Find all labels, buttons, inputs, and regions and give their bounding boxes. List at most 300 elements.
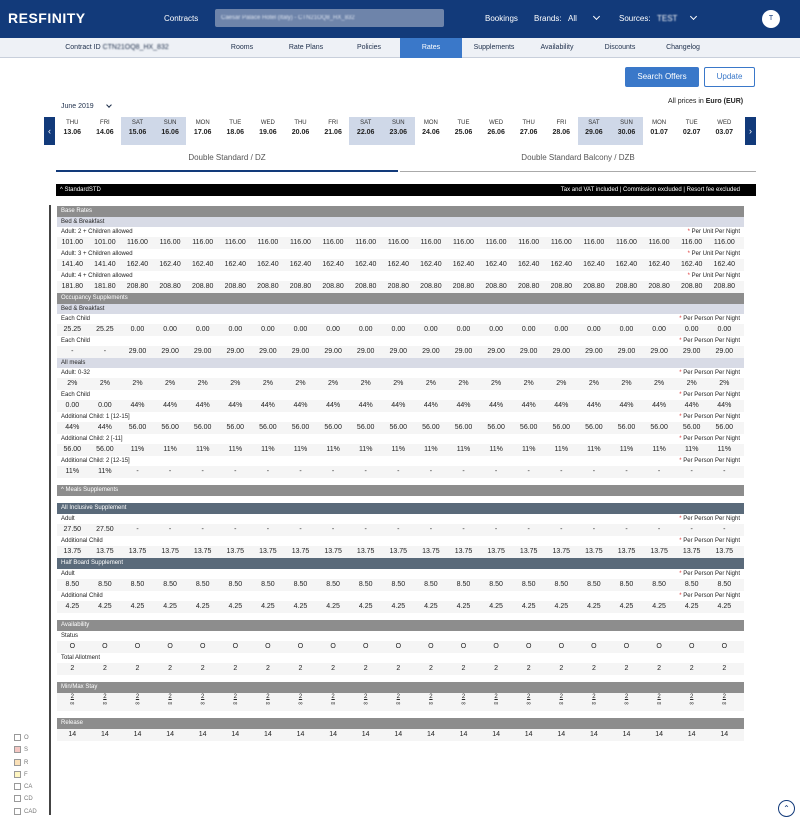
value-cell[interactable]: 14	[296, 731, 305, 738]
value-cell[interactable]: -	[429, 526, 433, 533]
value-cell[interactable]: 208.80	[322, 283, 344, 290]
value-cell[interactable]: O	[330, 643, 336, 650]
value-cell[interactable]: 29.00	[389, 348, 408, 355]
value-cell[interactable]: 2	[135, 665, 140, 672]
value-cell[interactable]: 0.00	[717, 326, 732, 333]
value-cell[interactable]: 14	[231, 731, 240, 738]
value-cell[interactable]: O	[102, 643, 108, 650]
value-cell[interactable]: 14	[329, 731, 337, 738]
value-cell[interactable]: 56.00	[356, 424, 375, 431]
value-cell[interactable]: 44%	[391, 402, 406, 409]
value-cell[interactable]: -	[592, 468, 596, 475]
value-cell[interactable]: 8.50	[65, 581, 80, 588]
value-cell[interactable]: 14	[166, 731, 174, 738]
value-cell[interactable]: 29.00	[650, 348, 668, 355]
value-cell[interactable]: 44%	[97, 424, 112, 431]
month-chevron-down-icon[interactable]	[106, 102, 112, 108]
value-cell[interactable]: 4.25	[130, 603, 145, 610]
value-cell[interactable]: 2%	[719, 380, 730, 387]
min-max-cell[interactable]	[675, 694, 708, 708]
value-cell[interactable]: 11%	[684, 446, 699, 453]
value-cell[interactable]: 2	[233, 665, 238, 672]
value-cell[interactable]: 2	[689, 665, 694, 672]
value-cell[interactable]: 2	[298, 665, 303, 672]
value-cell[interactable]: 13.75	[617, 548, 636, 555]
value-cell[interactable]: 56.00	[617, 424, 636, 431]
value-cell[interactable]: 29.00	[617, 348, 636, 355]
value-cell[interactable]: 29.00	[454, 348, 473, 355]
value-cell[interactable]: 44%	[717, 402, 732, 409]
value-cell[interactable]: 2	[265, 665, 270, 672]
value-cell[interactable]: -	[234, 526, 237, 533]
value-cell[interactable]: 0.00	[684, 326, 699, 333]
avatar[interactable]: T	[762, 10, 780, 28]
rate-plan-header[interactable]	[56, 184, 756, 196]
value-cell[interactable]: -	[625, 526, 628, 533]
value-cell[interactable]: 29.00	[291, 348, 310, 355]
value-cell[interactable]: 162.40	[289, 261, 312, 268]
value-cell[interactable]: 11%	[424, 446, 438, 453]
tab-supplements[interactable]: Supplements	[473, 44, 515, 51]
sources-chevron-down-icon[interactable]	[690, 13, 697, 20]
brands-dropdown[interactable]: All	[568, 14, 577, 23]
value-cell[interactable]: 2	[102, 665, 107, 672]
value-cell[interactable]: 162.40	[322, 261, 344, 268]
value-cell[interactable]: 8.50	[652, 581, 666, 588]
value-cell[interactable]: 13.75	[552, 548, 571, 555]
value-cell[interactable]: 116.00	[192, 239, 214, 246]
value-cell[interactable]: 162.40	[224, 261, 246, 268]
section-header[interactable]: Occupancy Supplements	[57, 293, 744, 304]
value-cell[interactable]: -	[168, 526, 172, 533]
value-cell[interactable]: 44%	[652, 402, 667, 409]
value-cell[interactable]: 2%	[588, 380, 599, 387]
value-cell[interactable]: -	[560, 526, 563, 533]
section-header[interactable]: Half Board Supplement	[57, 558, 744, 569]
value-cell[interactable]: -	[690, 468, 693, 475]
value-cell[interactable]: 208.80	[713, 283, 735, 290]
value-cell[interactable]: -	[690, 526, 693, 533]
value-cell[interactable]: 29.00	[161, 348, 179, 355]
section-header[interactable]: Base Rates	[57, 206, 744, 217]
value-cell[interactable]: 2	[200, 665, 205, 672]
value-cell[interactable]: 162.40	[648, 261, 670, 268]
value-cell[interactable]: -	[657, 468, 661, 475]
value-cell[interactable]: 44%	[293, 402, 308, 409]
value-cell[interactable]: -	[429, 468, 433, 475]
value-cell[interactable]: 44%	[260, 402, 275, 409]
value-cell[interactable]: 11%	[717, 446, 732, 453]
min-max-cell[interactable]	[186, 694, 219, 708]
nav-bookings[interactable]: Bookings	[485, 14, 518, 23]
value-cell[interactable]: 14	[100, 731, 109, 738]
value-cell[interactable]: -	[723, 468, 726, 475]
value-cell[interactable]: 2%	[458, 380, 469, 387]
value-cell[interactable]: 162.40	[452, 261, 475, 268]
value-cell[interactable]: 56.00	[324, 424, 342, 431]
value-cell[interactable]: 11%	[521, 446, 536, 453]
value-cell[interactable]: 116.00	[485, 239, 507, 246]
value-cell[interactable]: 11%	[130, 446, 145, 453]
value-cell[interactable]: 162.40	[615, 261, 638, 268]
value-cell[interactable]: O	[525, 643, 532, 650]
value-cell[interactable]: 208.80	[387, 283, 409, 290]
value-cell[interactable]: 29.00	[519, 348, 538, 355]
value-cell[interactable]: 4.25	[587, 603, 601, 610]
tab-rate-plans[interactable]: Rate Plans	[288, 44, 324, 51]
value-cell[interactable]: 14	[492, 731, 500, 738]
value-cell[interactable]: 162.40	[550, 261, 572, 268]
value-cell[interactable]: 14	[622, 731, 631, 738]
value-cell[interactable]: 208.80	[452, 283, 475, 290]
value-cell[interactable]: 44%	[554, 402, 569, 409]
value-cell[interactable]: 4.25	[195, 603, 210, 610]
value-cell[interactable]: 4.25	[619, 603, 634, 610]
value-cell[interactable]: 13.75	[96, 548, 114, 555]
value-cell[interactable]: 2	[591, 665, 596, 672]
value-cell[interactable]: 116.00	[355, 239, 377, 246]
value-cell[interactable]: 29.00	[552, 348, 571, 355]
value-cell[interactable]: 116.00	[420, 239, 442, 246]
value-cell[interactable]: 2%	[523, 380, 534, 387]
value-cell[interactable]: 14	[687, 731, 696, 738]
value-cell[interactable]: 8.50	[195, 581, 210, 588]
value-cell[interactable]: -	[723, 526, 726, 533]
value-cell[interactable]: 11%	[619, 446, 634, 453]
value-cell[interactable]: 14	[589, 731, 598, 738]
value-cell[interactable]: 2%	[295, 380, 306, 387]
value-cell[interactable]: 0.00	[521, 326, 536, 333]
value-cell[interactable]: 0.00	[652, 326, 666, 333]
value-cell[interactable]: 8.50	[521, 581, 536, 588]
value-cell[interactable]: 162.40	[191, 261, 214, 268]
value-cell[interactable]: 2%	[621, 380, 632, 387]
value-cell[interactable]: 2%	[328, 380, 339, 387]
value-cell[interactable]: -	[527, 468, 530, 475]
value-cell[interactable]: -	[527, 526, 530, 533]
value-cell[interactable]: 56.00	[454, 424, 473, 431]
value-cell[interactable]: 44%	[326, 402, 341, 409]
min-max-cell[interactable]	[512, 694, 545, 708]
value-cell[interactable]: -	[201, 526, 204, 533]
value-cell[interactable]: 2	[396, 665, 401, 672]
value-cell[interactable]: 0.00	[130, 326, 145, 333]
min-max-cell[interactable]	[610, 694, 643, 708]
tab-rooms[interactable]: Rooms	[230, 44, 254, 51]
min-max-cell[interactable]	[382, 694, 415, 708]
value-cell[interactable]: 56.00	[585, 424, 603, 431]
min-max-cell[interactable]	[480, 694, 513, 708]
value-cell[interactable]: 44%	[586, 402, 601, 409]
value-cell[interactable]: 11%	[652, 446, 666, 453]
next-dates-arrow-icon[interactable]: ›	[745, 117, 756, 145]
value-cell[interactable]: 11%	[228, 446, 243, 453]
value-cell[interactable]: 13.75	[487, 548, 505, 555]
value-cell[interactable]: 44%	[684, 402, 699, 409]
value-cell[interactable]: 162.40	[583, 261, 605, 268]
value-cell[interactable]: O	[591, 643, 597, 650]
value-cell[interactable]: 0.00	[489, 326, 503, 333]
value-cell[interactable]: 162.40	[159, 261, 181, 268]
value-cell[interactable]: O	[199, 643, 206, 650]
value-cell[interactable]: 208.80	[191, 283, 214, 290]
value-cell[interactable]: -	[592, 526, 596, 533]
value-cell[interactable]: 14	[394, 731, 403, 738]
value-cell[interactable]: 2	[722, 665, 727, 672]
logo[interactable]: RESFINITY	[8, 10, 86, 26]
value-cell[interactable]: 44%	[423, 402, 438, 409]
min-max-cell[interactable]	[643, 694, 676, 708]
value-cell[interactable]: O	[493, 643, 499, 650]
date-cell[interactable]	[578, 117, 611, 145]
value-cell[interactable]: 2	[331, 665, 336, 672]
min-max-cell[interactable]	[349, 694, 382, 708]
value-cell[interactable]: 4.25	[65, 603, 80, 610]
value-cell[interactable]: 208.80	[354, 283, 377, 290]
min-max-cell[interactable]	[252, 694, 285, 708]
value-cell[interactable]: 11%	[489, 446, 503, 453]
value-cell[interactable]: 4.25	[652, 603, 666, 610]
tab-policies[interactable]: Policies	[356, 44, 382, 51]
value-cell[interactable]: 0.00	[391, 326, 406, 333]
date-cell[interactable]	[675, 117, 708, 145]
value-cell[interactable]: O	[265, 643, 271, 650]
value-cell[interactable]: 8.50	[228, 581, 243, 588]
value-cell[interactable]: 2%	[132, 380, 143, 387]
value-cell[interactable]: 0.00	[98, 402, 112, 409]
room-tab-dzb[interactable]: Double Standard Balcony / DZB	[400, 152, 756, 172]
value-cell[interactable]: O	[623, 643, 630, 650]
value-cell[interactable]: 29.00	[356, 348, 375, 355]
value-cell[interactable]: 208.80	[583, 283, 605, 290]
hotel-selector[interactable]	[215, 9, 444, 27]
value-cell[interactable]: 0.00	[587, 326, 601, 333]
date-cell[interactable]	[382, 117, 415, 145]
value-cell[interactable]: 208.80	[517, 283, 540, 290]
value-cell[interactable]: O	[167, 643, 173, 650]
value-cell[interactable]: 141.40	[94, 261, 116, 268]
value-cell[interactable]: -	[299, 468, 302, 475]
value-cell[interactable]: 44%	[228, 402, 243, 409]
search-offers-button[interactable]: Search Offers	[625, 67, 699, 87]
min-max-cell[interactable]	[317, 694, 350, 708]
value-cell[interactable]: 29.00	[487, 348, 505, 355]
value-cell[interactable]: -	[201, 468, 204, 475]
value-cell[interactable]: 0.00	[293, 326, 308, 333]
value-cell[interactable]: 4.25	[554, 603, 569, 610]
value-cell[interactable]: 116.00	[322, 239, 344, 246]
value-cell[interactable]: 116.00	[290, 239, 311, 246]
date-cell[interactable]	[121, 117, 154, 145]
value-cell[interactable]: -	[234, 468, 237, 475]
min-max-cell[interactable]	[121, 694, 154, 708]
value-cell[interactable]: 13.75	[650, 548, 668, 555]
value-cell[interactable]: 27.50	[63, 526, 82, 533]
value-cell[interactable]: 14	[426, 731, 435, 738]
nav-contracts[interactable]: Contracts	[164, 14, 199, 23]
value-cell[interactable]: 29.00	[682, 348, 701, 355]
value-cell[interactable]: 4.25	[717, 603, 732, 610]
value-cell[interactable]: 56.00	[650, 424, 668, 431]
value-cell[interactable]: 44%	[358, 402, 373, 409]
value-cell[interactable]: 44%	[456, 402, 471, 409]
min-max-cell[interactable]	[89, 694, 122, 708]
value-cell[interactable]: 4.25	[98, 603, 112, 610]
value-cell[interactable]: 8.50	[619, 581, 634, 588]
value-cell[interactable]: 13.75	[519, 548, 538, 555]
value-cell[interactable]: 4.25	[261, 603, 275, 610]
value-cell[interactable]: -	[397, 526, 400, 533]
value-cell[interactable]: 2	[526, 665, 531, 672]
value-cell[interactable]: 2	[168, 665, 173, 672]
value-cell[interactable]: 56.00	[552, 424, 571, 431]
value-cell[interactable]: 13.75	[389, 548, 408, 555]
value-cell[interactable]: 13.75	[226, 548, 245, 555]
value-cell[interactable]: 2	[657, 665, 662, 672]
value-cell[interactable]: 44%	[521, 402, 536, 409]
value-cell[interactable]: -	[625, 468, 628, 475]
value-cell[interactable]: O	[460, 643, 467, 650]
value-cell[interactable]: 11%	[293, 446, 308, 453]
date-cell[interactable]	[219, 117, 252, 145]
value-cell[interactable]: 29.00	[715, 348, 734, 355]
date-cell[interactable]	[480, 117, 513, 145]
value-cell[interactable]: 56.00	[259, 424, 277, 431]
section-header[interactable]: Availability	[57, 620, 744, 631]
value-cell[interactable]: 25.25	[96, 326, 114, 333]
value-cell[interactable]: 116.00	[257, 239, 279, 246]
value-cell[interactable]: 0.00	[195, 326, 210, 333]
value-cell[interactable]: 2	[494, 665, 499, 672]
value-cell[interactable]: 11%	[65, 468, 80, 475]
value-cell[interactable]: 8.50	[684, 581, 699, 588]
section-header[interactable]: ^ Meals Supplements	[57, 485, 744, 496]
value-cell[interactable]: 13.75	[259, 548, 277, 555]
value-cell[interactable]: 116.00	[127, 239, 148, 246]
value-cell[interactable]: 8.50	[554, 581, 569, 588]
value-cell[interactable]: 56.00	[291, 424, 310, 431]
value-cell[interactable]: 11%	[163, 446, 177, 453]
value-cell[interactable]: 4.25	[521, 603, 536, 610]
value-cell[interactable]: 14	[655, 731, 663, 738]
value-cell[interactable]: 4.25	[228, 603, 243, 610]
value-cell[interactable]: O	[69, 643, 76, 650]
room-tab-dz[interactable]: Double Standard / DZ	[56, 152, 398, 172]
value-cell[interactable]: 162.40	[680, 261, 703, 268]
value-cell[interactable]: 2%	[686, 380, 697, 387]
min-max-cell[interactable]	[578, 694, 611, 708]
value-cell[interactable]: 2%	[262, 380, 273, 387]
date-cell[interactable]	[447, 117, 480, 145]
value-cell[interactable]: 56.00	[226, 424, 245, 431]
value-cell[interactable]: -	[364, 468, 367, 475]
value-cell[interactable]: 208.80	[224, 283, 246, 290]
value-cell[interactable]: 181.80	[61, 283, 83, 290]
value-cell[interactable]: 2%	[393, 380, 404, 387]
value-cell[interactable]: 101.00	[94, 239, 116, 246]
value-cell[interactable]: 116.00	[616, 239, 637, 246]
prev-dates-arrow-icon[interactable]: ‹	[44, 117, 55, 145]
tab-changelog[interactable]: Changelog	[666, 44, 700, 51]
value-cell[interactable]: 8.50	[587, 581, 601, 588]
value-cell[interactable]: 0.00	[326, 326, 340, 333]
value-cell[interactable]: 116.00	[387, 239, 409, 246]
value-cell[interactable]: -	[494, 468, 498, 475]
value-cell[interactable]: 11%	[391, 446, 406, 453]
value-cell[interactable]: 2	[461, 665, 466, 672]
value-cell[interactable]: 8.50	[98, 581, 112, 588]
date-cell[interactable]	[284, 117, 317, 145]
value-cell[interactable]: 13.75	[161, 548, 179, 555]
value-cell[interactable]: 0.00	[554, 326, 569, 333]
month-selector[interactable]: June 2019	[61, 103, 94, 110]
value-cell[interactable]: 8.50	[424, 581, 438, 588]
value-cell[interactable]: 8.50	[358, 581, 373, 588]
section-header[interactable]: Min/Max Stay	[57, 682, 744, 693]
value-cell[interactable]: 0.00	[358, 326, 373, 333]
date-cell[interactable]	[643, 117, 676, 145]
value-cell[interactable]: -	[657, 526, 661, 533]
value-cell[interactable]: 116.00	[159, 239, 181, 246]
value-cell[interactable]: 2%	[230, 380, 241, 387]
value-cell[interactable]: 162.40	[485, 261, 507, 268]
value-cell[interactable]: 4.25	[326, 603, 340, 610]
value-cell[interactable]: -	[331, 468, 335, 475]
min-max-cell[interactable]	[708, 694, 741, 708]
value-cell[interactable]: -	[364, 526, 367, 533]
min-max-cell[interactable]	[154, 694, 187, 708]
value-cell[interactable]: 56.00	[161, 424, 179, 431]
value-cell[interactable]: 2	[70, 665, 75, 672]
value-cell[interactable]: 14	[68, 731, 77, 738]
value-cell[interactable]: 2%	[165, 380, 176, 387]
value-cell[interactable]: 0.00	[424, 326, 438, 333]
value-cell[interactable]: 29.00	[193, 348, 212, 355]
value-cell[interactable]: 14	[133, 731, 142, 738]
value-cell[interactable]: -	[494, 526, 498, 533]
value-cell[interactable]: -	[168, 468, 172, 475]
value-cell[interactable]: 0.00	[261, 326, 275, 333]
value-cell[interactable]: 2%	[99, 380, 110, 387]
value-cell[interactable]: 56.00	[389, 424, 408, 431]
value-cell[interactable]: 208.80	[257, 283, 279, 290]
date-cell[interactable]	[512, 117, 545, 145]
value-cell[interactable]: 0.00	[228, 326, 243, 333]
value-cell[interactable]: 141.40	[61, 261, 83, 268]
value-cell[interactable]: -	[103, 348, 107, 355]
scroll-top-button[interactable]	[778, 800, 795, 817]
tab-rates[interactable]: Rates	[400, 38, 462, 58]
value-cell[interactable]: 14	[361, 731, 370, 738]
value-cell[interactable]: 208.80	[615, 283, 638, 290]
value-cell[interactable]: 25.25	[63, 326, 82, 333]
value-cell[interactable]: -	[266, 468, 270, 475]
value-cell[interactable]: 56.00	[193, 424, 212, 431]
value-cell[interactable]: 2%	[654, 380, 665, 387]
value-cell[interactable]: 29.00	[585, 348, 603, 355]
date-cell[interactable]	[89, 117, 122, 145]
section-header[interactable]: All Inclusive Supplement	[57, 503, 744, 514]
value-cell[interactable]: 11%	[456, 446, 471, 453]
value-cell[interactable]: -	[136, 526, 139, 533]
value-cell[interactable]: 56.00	[487, 424, 505, 431]
value-cell[interactable]: 13.75	[63, 548, 82, 555]
value-cell[interactable]: 2%	[425, 380, 436, 387]
value-cell[interactable]: 116.00	[224, 239, 246, 246]
value-cell[interactable]: 116.00	[713, 239, 735, 246]
value-cell[interactable]: 2	[428, 665, 433, 672]
tab-availability[interactable]: Availability	[540, 44, 574, 51]
